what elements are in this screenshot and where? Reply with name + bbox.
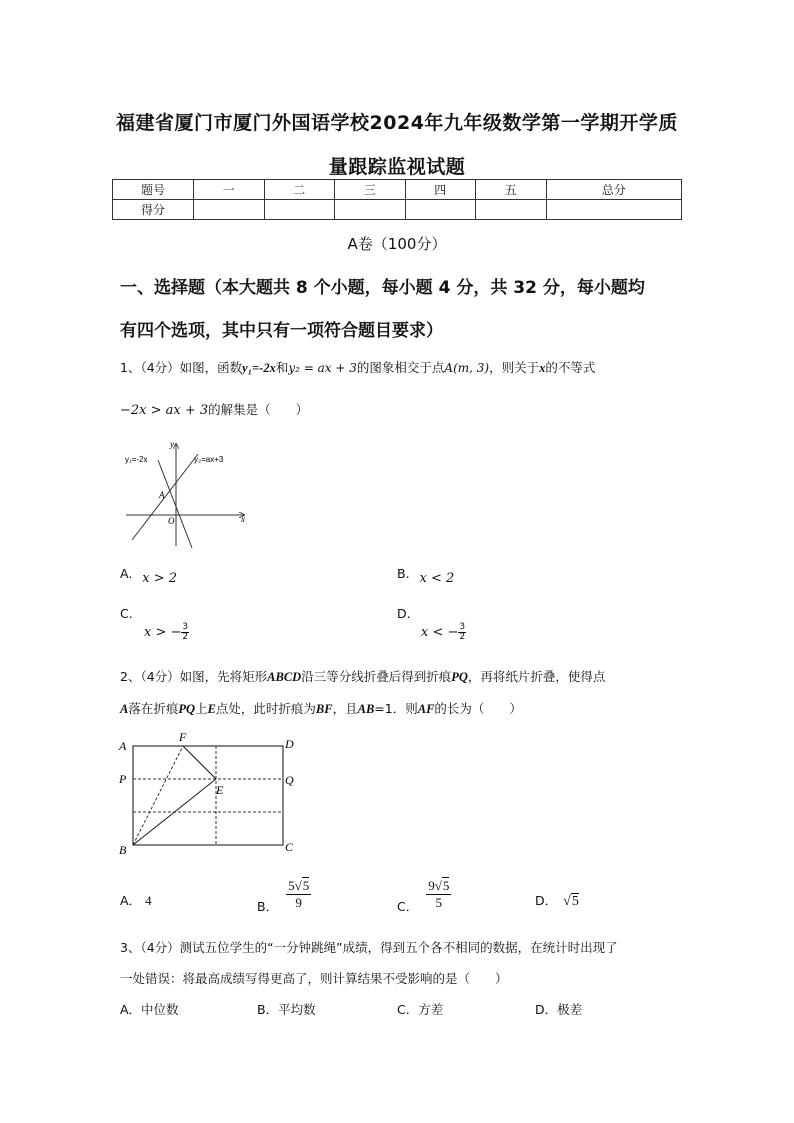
q1-x: x [539, 361, 546, 375]
q2-crease-pq: PQ [451, 670, 468, 684]
score-table-score-row [113, 200, 682, 220]
page-title-line-1: 福建省厦门市厦门外国语学校2024年九年级数学第一学期开学质 [116, 112, 678, 134]
q1-graph [120, 440, 255, 550]
q1-option-a-text: x > 2 [142, 571, 178, 586]
score-table-header-cell: 三 [335, 180, 406, 200]
q2-text: 沿三等分线折叠后得到折痕 [301, 669, 452, 684]
q2-text: =1．则 [374, 701, 418, 716]
q2-label-p: P [119, 772, 127, 786]
score-table-row-label: 得分 [113, 200, 194, 220]
paper-a-heading: A卷（100分） [347, 235, 447, 253]
q2-label-b: B [119, 843, 127, 857]
q2-label-f: F [179, 730, 187, 744]
q2-label-c: C [285, 840, 294, 854]
q2-option-d[interactable]: D． √5 [535, 893, 579, 909]
q1-graph-x-label: x [241, 514, 245, 524]
q1-option-d-label: D. [397, 606, 411, 621]
q3-option-c[interactable]: C．方差 [397, 1002, 444, 1017]
score-table-header-cell: 四 [405, 180, 476, 200]
q1-mid: 的图象相交于点 [356, 360, 445, 375]
q2-text: ，再将纸片折叠，使得点 [467, 669, 606, 684]
q2-fold-bf [133, 746, 183, 845]
score-table-header-row [113, 180, 682, 200]
q1-line-y1 [158, 460, 192, 548]
q2-option-b[interactable]: B． $\frac{5√5}{9}$ [257, 878, 310, 914]
q2-text: ，且 [332, 701, 358, 716]
q2-option-a[interactable] [120, 891, 152, 909]
section-1-heading-line-2: 有四个选项，其中只有一项符合题目要求） [120, 321, 443, 341]
score-cell[interactable] [335, 200, 406, 220]
q1-option-c[interactable] [120, 606, 189, 642]
q1-inequality: −2x > ax + 3 [120, 403, 209, 418]
q2-text: 2、（4分）如图，先将矩形 [120, 669, 268, 684]
q2-label-d: D [285, 737, 294, 751]
q2-crease-pq: PQ [178, 702, 196, 716]
q2-label-a: A [119, 739, 127, 753]
q2-label-e: E [216, 783, 224, 797]
question-3-stem-line-1: 3、（4分）测试五位学生的“一分钟跳绳”成绩，得到五个各不相同的数据，在统计时出现了 [120, 940, 618, 955]
score-cell[interactable] [546, 200, 682, 220]
score-table-header-cell: 题号 [113, 180, 194, 200]
score-cell[interactable] [194, 200, 265, 220]
q2-option-c-label: C． [397, 899, 419, 914]
question-1-stem-line-1 [120, 358, 595, 376]
question-1-stem-line-2 [120, 400, 308, 418]
score-table-header-cell: 一 [194, 180, 265, 200]
q2-text: 上 [195, 701, 208, 716]
q2-option-c-denominator: 5 [435, 895, 443, 910]
q3-option-b[interactable]: B．平均数 [257, 1002, 316, 1017]
q1-option-d-denominator: 2 [459, 632, 466, 642]
q2-figure [115, 730, 305, 860]
q2-option-a-value: 4 [145, 893, 152, 908]
q2-segment-ab: AB [357, 702, 375, 716]
q1-option-d-numerator: 3 [459, 622, 466, 632]
score-cell[interactable] [264, 200, 335, 220]
q1-suffix2: 的不等式 [545, 360, 596, 375]
q1-option-a[interactable] [120, 566, 178, 586]
q1-suffix: ，则关于 [489, 360, 540, 375]
q1-graph-y-label: y [170, 440, 174, 449]
q1-option-b-text: x < 2 [419, 571, 455, 586]
q1-line-y2 [132, 454, 198, 540]
q1-option-c-label: C. [120, 606, 133, 621]
score-table [112, 179, 682, 220]
q1-option-c-denominator: 2 [182, 632, 189, 642]
q2-option-d-radicand: 5 [571, 894, 579, 909]
q1-and: 和 [275, 360, 289, 375]
question-2-stem-line-1 [120, 667, 605, 685]
q2-option-c-radicand: 5 [442, 878, 450, 893]
q1-graph-y1-label: y₁=-2x [125, 455, 148, 464]
q2-label-q: Q [285, 773, 294, 787]
q2-option-c[interactable]: C． $\frac{9√5}{5}$ [397, 878, 450, 914]
q1-option-a-label: A. [120, 566, 133, 581]
q1-tail: 的解集是（ ） [208, 402, 309, 417]
q2-point-a: A [120, 702, 129, 716]
q2-option-b-radicand: 5 [302, 878, 310, 893]
q1-graph-point-label: A [159, 490, 165, 500]
q1-option-d-text: x < − [421, 625, 459, 640]
q1-option-c-numerator: 3 [182, 622, 189, 632]
page-title-line-2: 量跟踪监视试题 [328, 156, 466, 178]
score-table-header-cell: 总分 [546, 180, 682, 200]
q1-graph-origin-label: O [168, 516, 175, 526]
question-3-stem-line-2: 一处错误：将最高成绩写得更高了，则计算结果不受影响的是（ ） [120, 971, 508, 986]
score-table-header-cell: 二 [264, 180, 335, 200]
q2-option-c-coef: 9 [428, 878, 435, 893]
q2-segment-fe [183, 746, 216, 779]
q1-y1-function: y₁=-2x [242, 361, 276, 375]
q2-crease-bf: BF [315, 702, 333, 716]
q3-option-a[interactable]: A．中位数 [120, 1002, 179, 1017]
q1-option-b-label: B. [397, 566, 410, 581]
q2-text: 落在折痕 [128, 701, 179, 716]
q2-text: 的长为（ ） [434, 701, 522, 716]
q1-option-d[interactable] [397, 606, 466, 642]
q1-option-b[interactable] [397, 566, 455, 586]
q1-y2-function: y₂ = ax + 3 [288, 361, 357, 375]
score-cell[interactable] [476, 200, 547, 220]
q2-rect-name: ABCD [267, 670, 302, 684]
q2-option-b-label: B． [257, 899, 279, 914]
q1-prefix: 1、（4分）如图，函数 [120, 360, 243, 375]
q2-rectangle [133, 746, 283, 845]
q2-option-d-label: D． [535, 893, 558, 908]
question-2-stem-line-2 [120, 699, 522, 717]
q2-option-b-denominator: 9 [295, 895, 302, 910]
score-cell[interactable] [405, 200, 476, 220]
q1-point: A(m, 3) [444, 361, 490, 375]
section-1-heading-line-1: 一、选择题（本大题共 8 个小题，每小题 4 分，共 32 分，每小题均 [120, 278, 645, 298]
q3-option-d[interactable]: D．极差 [535, 1002, 583, 1017]
q1-graph-y2-label: y₂=ax+3 [194, 455, 224, 464]
q2-option-a-label: A． [120, 893, 142, 908]
q2-option-b-coef: 5 [288, 878, 295, 893]
score-table-header-cell: 五 [476, 180, 547, 200]
q2-point-e: E [207, 702, 216, 716]
q2-segment-af: AF [417, 702, 435, 716]
q2-text: 点处，此时折痕为 [215, 701, 316, 716]
q1-option-c-text: x > − [144, 625, 182, 640]
